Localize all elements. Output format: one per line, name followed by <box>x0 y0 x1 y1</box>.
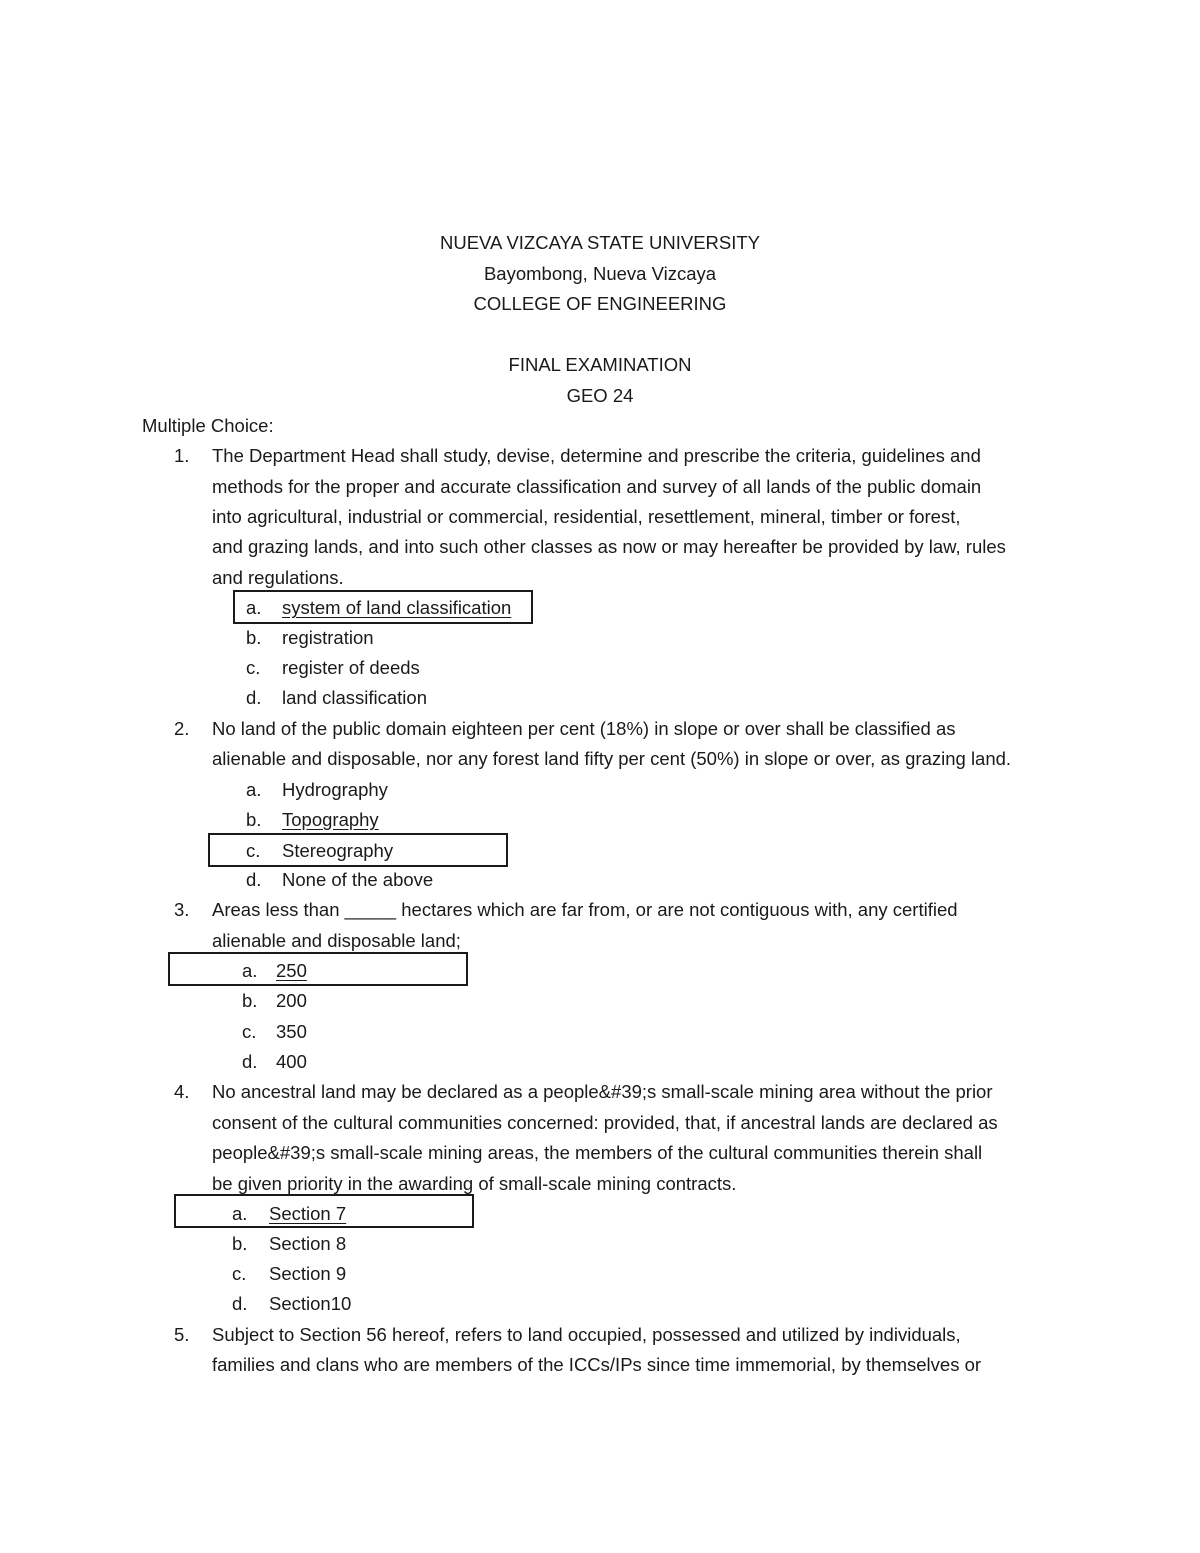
question-3-line: alienable and disposable land; <box>212 930 461 951</box>
question-2-number: 2. <box>174 718 190 739</box>
choice-letter: d. <box>246 687 262 708</box>
choice-text: land classification <box>282 687 427 708</box>
choice-text-underlined: Topography <box>282 809 379 830</box>
question-4-number: 4. <box>174 1081 190 1102</box>
choice-letter: d. <box>232 1293 248 1314</box>
exam-title: FINAL EXAMINATION <box>508 354 692 375</box>
answer-box <box>168 952 468 986</box>
choice-text: 200 <box>276 990 307 1011</box>
choice-text-selected: system of land classification <box>282 597 512 618</box>
choice-text: Hydrography <box>282 779 388 800</box>
choice-letter: b. <box>246 809 262 830</box>
choice-text: None of the above <box>282 869 434 890</box>
university-location: Bayombong, Nueva Vizcaya <box>483 263 717 284</box>
choice-letter: c. <box>246 840 261 861</box>
question-4-line: people&#39;s small-scale mining areas, the members of the cultural communities therein shall <box>212 1142 983 1163</box>
question-4-line: be given priority in the awarding of small-scale mining contracts. <box>212 1173 737 1194</box>
choice-text: 350 <box>276 1021 307 1042</box>
choice-letter: a. <box>246 779 262 800</box>
choice-letter: c. <box>242 1021 257 1042</box>
question-3-number: 3. <box>174 899 190 920</box>
choice-text: register of deeds <box>282 657 420 678</box>
question-1-line: methods for the proper and accurate classification and survey of all lands of the public domain <box>212 476 982 497</box>
choice-letter: a. <box>246 597 262 618</box>
college-name: COLLEGE OF ENGINEERING <box>473 293 727 314</box>
choice-letter: a. <box>232 1203 248 1224</box>
choice-letter: b. <box>232 1233 248 1254</box>
question-2-line: No land of the public domain eighteen per cent (18%) in slope or over shall be classified as <box>212 718 956 739</box>
section-title: Multiple Choice: <box>142 415 274 436</box>
question-4-line: No ancestral land may be declared as a people&#39;s small-scale mining area without the prior <box>212 1081 993 1102</box>
choice-text: Section 9 <box>269 1263 347 1284</box>
choice-text-selected: 250 <box>276 960 307 981</box>
question-4-line: consent of the cultural communities concerned: provided, that, if ancestral lands are declared as <box>212 1112 998 1133</box>
question-1-number: 1. <box>174 445 190 466</box>
question-1-line: The Department Head shall study, devise, determine and prescribe the criteria, guidelines and <box>212 445 981 466</box>
choice-letter: c. <box>232 1263 247 1284</box>
choice-letter: d. <box>246 869 262 890</box>
question-1-line: into agricultural, industrial or commercial, residential, resettlement, mineral, timber or forest, <box>212 506 961 527</box>
choice-text-selected: Stereography <box>282 840 394 861</box>
choice-letter: c. <box>246 657 261 678</box>
question-5-line: Subject to Section 56 hereof, refers to land occupied, possessed and utilized by individuals, <box>212 1324 961 1345</box>
choice-text: 400 <box>276 1051 307 1072</box>
question-1-line: and grazing lands, and into such other classes as now or may hereafter be provided by law, rules <box>212 536 1006 557</box>
university-name: NUEVA VIZCAYA STATE UNIVERSITY <box>439 232 761 253</box>
choice-letter: a. <box>242 960 258 981</box>
question-5-line: families and clans who are members of the ICCs/IPs since time immemorial, by themselves or <box>212 1354 982 1375</box>
course-code: GEO 24 <box>566 385 634 406</box>
choice-letter: d. <box>242 1051 258 1072</box>
choice-text-selected: Section 7 <box>269 1203 347 1224</box>
choice-text: Section10 <box>269 1293 352 1314</box>
choice-letter: b. <box>242 990 258 1011</box>
question-2-line: alienable and disposable, nor any forest land fifty per cent (50%) in slope or over, as grazing land. <box>212 748 1012 769</box>
choice-letter: b. <box>246 627 262 648</box>
choice-text: Section 8 <box>269 1233 347 1254</box>
question-3-line: Areas less than _____ hectares which are far from, or are not contiguous with, any certified <box>212 899 958 920</box>
question-1-line: and regulations. <box>212 567 344 588</box>
question-5-number: 5. <box>174 1324 190 1345</box>
choice-text: registration <box>282 627 374 648</box>
